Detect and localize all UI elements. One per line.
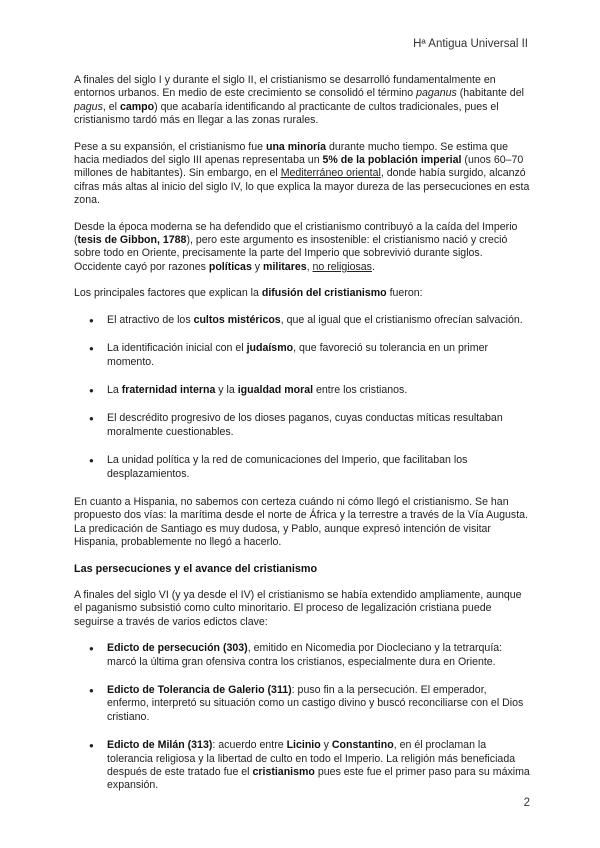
list-item: ● El descrédito progresivo de los dioses paganos, cuyas conductas míticas resultaban moralmente cuestionables. — [74, 412, 530, 439]
list-item: ● La fraternidad interna y la igualdad moral entre los cristianos. — [74, 384, 530, 397]
paragraph-paganus: A finales del siglo I y durante el siglo II, el cristianismo se desarrolló fundamentalmente en entornos urbanos. En medio de este crecimiento se consolidó el término paganus (habitante del pagus, el campo) que acabaría identificando al practicante de cultos tradicionales, pues el cristianismo tardó más en llegar a las zonas rurales. — [74, 74, 524, 127]
list-item: ● Edicto de Tolerancia de Galerio (311): puso fin a la persecución. El emperador, enfermo, interpretó su situación como un castigo divino y buscó reconciliarse con el Dios cristiano. — [74, 684, 530, 724]
page-header-title: Hª Antigua Universal II — [413, 38, 528, 50]
list-item: ● Edicto de Milán (313): acuerdo entre Licinio y Constantino, en él proclaman la tolerancia religiosa y la libertad de culto en todo el Imperio. La religión más beneficiada después de este tratado fue el cristianismo pues este fue el primer paso para su máxima expansión. — [74, 739, 530, 793]
list-item: ● La identificación inicial con el judaísmo, que favoreció su tolerancia en un primer momento. — [74, 342, 530, 369]
paragraph-hispania: En cuanto a Hispania, no sabemos con certeza cuándo ni cómo llegó el cristianismo. Se han propuesto dos vías: la marítima desde el norte de África y la terrestre a través de la Vía Augusta. La predicación de Santiago es muy dudosa, y Pablo, aunque expresó intención de visitar Hispania, probablemente no llegó a hacerlo. — [74, 495, 528, 549]
paragraph-legalization: A finales del siglo VI (y ya desde el IV) el cristianismo se había extendido ampliamente, aunque el paganismo subsistió como culto minoritario. El proceso de legalización cristiana puede seguirse a través de varios edictos clave: — [74, 588, 522, 628]
factors-list — [74, 314, 530, 481]
page-content — [74, 74, 530, 808]
list-item: ● La unidad política y la red de comunicaciones del Imperio, que facilitaban los desplazamientos. — [74, 454, 530, 481]
edicts-list — [74, 642, 530, 793]
list-item: ● Edicto de persecución (303), emitido en Nicomedia por Diocleciano y la tetrarquía: marcó la última gran ofensiva contra los cristianos, especialmente dura en Oriente. — [74, 642, 530, 669]
section-heading: Las persecuciones y el avance del cristianismo — [74, 562, 318, 575]
paragraph-factors-intro: Los principales factores que explican la difusión del cristianismo fueron: — [74, 287, 423, 300]
paragraph-minority: Pese a su expansión, el cristianismo fue una minoría durante mucho tiempo. Se estima que hacia mediados del siglo III apenas representaba un 5% de la población imperial (unos 60–70 millones de habitantes). Sin embargo, en el Mediterráneo oriental, donde había surgido, alcanzó cifras más altas al inicio del siglo IV, lo que explica la mayor dureza de las persecuciones en esta zona. — [74, 140, 530, 207]
paragraph-gibbon-thesis: Desde la época moderna se ha defendido que el cristianismo contribuyó a la caída del Imperio (tesis de Gibbon, 1788), pero este argumento es insostenible: el cristianismo nació y creció sobre todo en Oriente, precisamente la parte del Imperio que sobrevivió durante siglos. Occidente cayó por razones políticas y militares, no religiosas. — [74, 220, 518, 273]
page-number: 2 — [523, 797, 530, 809]
list-item: ● El atractivo de los cultos mistéricos, que al igual que el cristianismo ofrecían salvación. — [74, 314, 530, 327]
